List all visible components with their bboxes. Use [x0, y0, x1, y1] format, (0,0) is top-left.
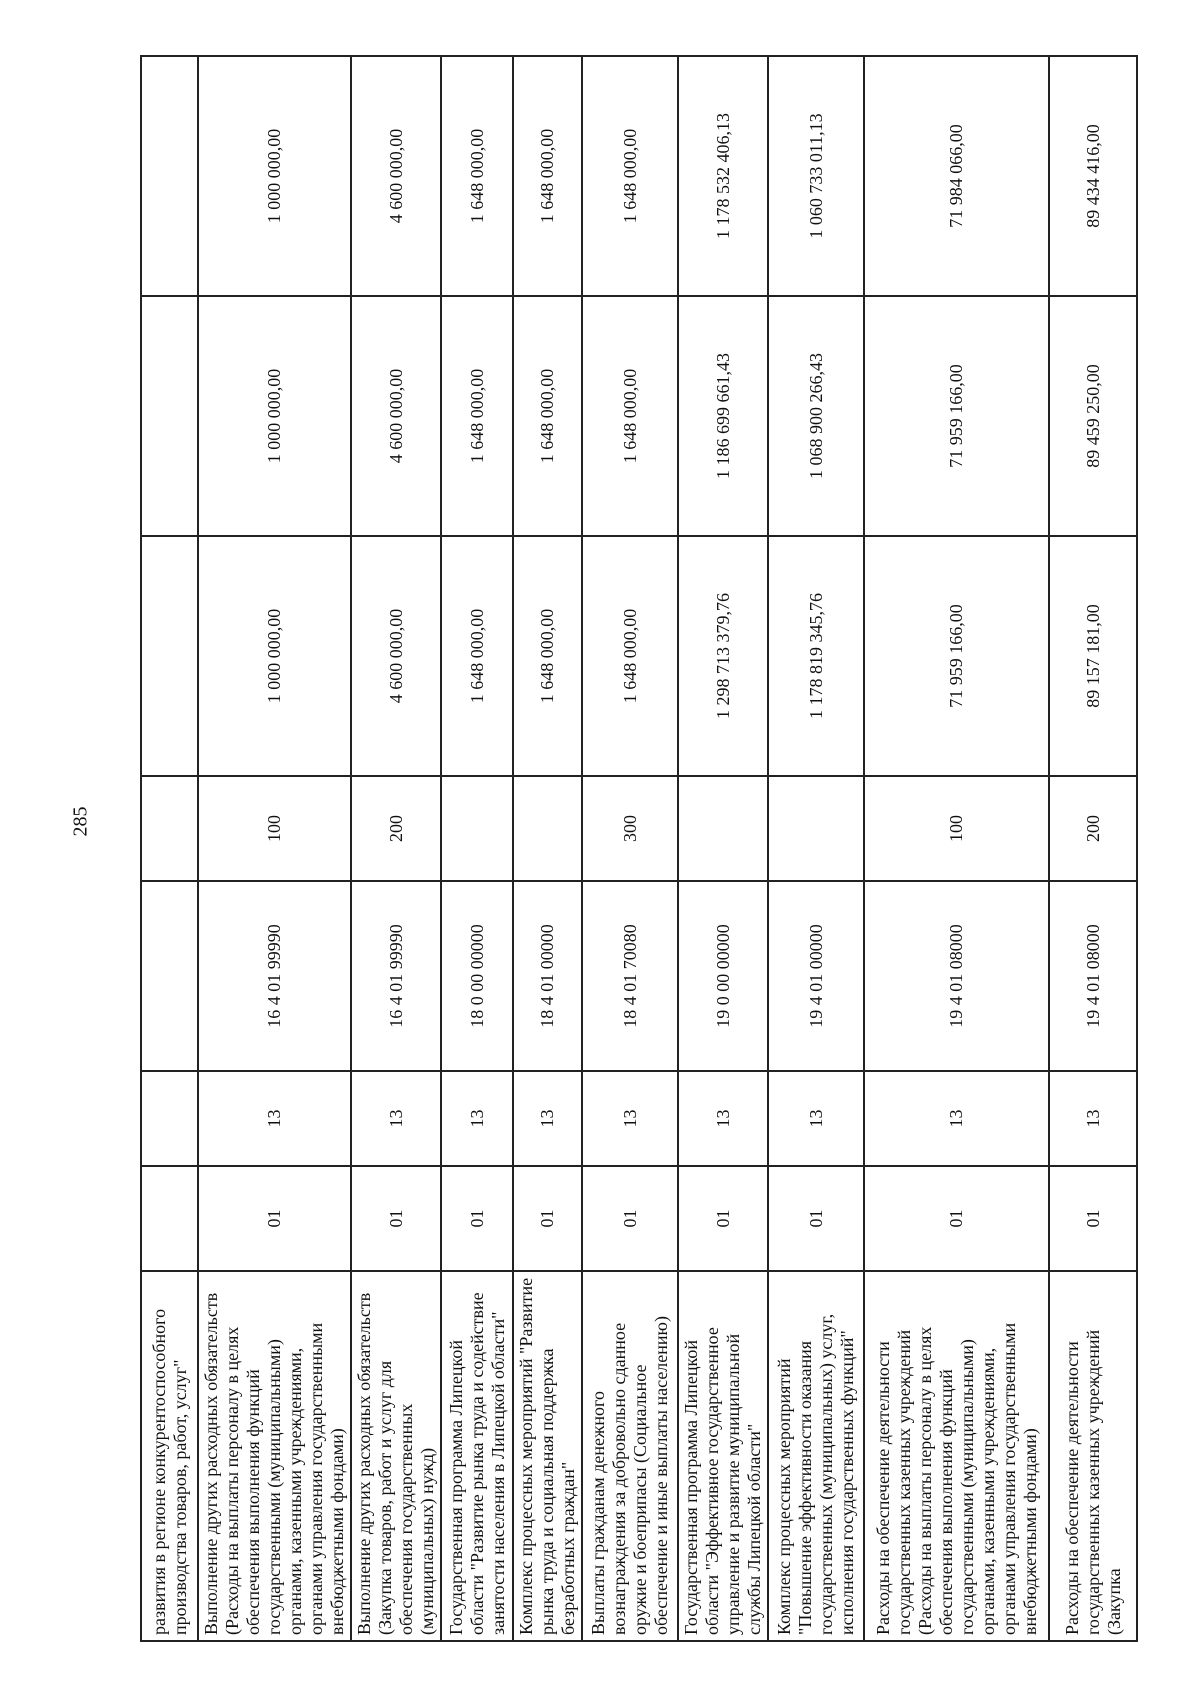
- subsection-code: 13: [351, 1071, 441, 1166]
- section-code: [141, 1166, 198, 1271]
- section-code: 01: [198, 1166, 351, 1271]
- amount-1: 1 648 000,00: [513, 536, 582, 776]
- target-article-code: 19 4 01 00000: [768, 881, 864, 1071]
- expense-type-code: [513, 776, 582, 881]
- subsection-code: 13: [768, 1071, 864, 1166]
- table-row: [441, 56, 513, 1641]
- section-code: 01: [768, 1166, 864, 1271]
- subsection-code: 13: [864, 1071, 1049, 1166]
- target-article-code: 19 4 01 08000: [1049, 881, 1137, 1071]
- section-code: 01: [1049, 1166, 1137, 1271]
- amount-2: 1 000 000,00: [198, 296, 351, 536]
- amount-3: [141, 56, 198, 296]
- target-article-code: 16 4 01 99990: [198, 881, 351, 1071]
- expense-type-code: 200: [351, 776, 441, 881]
- subsection-code: 13: [678, 1071, 768, 1166]
- amount-1: 1 298 713 379,76: [678, 536, 768, 776]
- budget-table: [140, 55, 1138, 1642]
- amount-2: 71 959 166,00: [864, 296, 1049, 536]
- target-article-code: [141, 881, 198, 1071]
- row-name: Выполнение других расходных обязательств (Расходы на выплаты персоналу в целях обеспечения выполнения функций государственными (муниципальными) органами, казенными учреждениями, органами управления государственными внебюджетными фондами): [198, 1271, 351, 1641]
- amount-1: 1 178 819 345,76: [768, 536, 864, 776]
- amount-2: 1 068 900 266,43: [768, 296, 864, 536]
- table-row: [198, 56, 351, 1641]
- section-code: 01: [582, 1166, 678, 1271]
- table-row: [351, 56, 441, 1641]
- target-article-code: 19 4 01 08000: [864, 881, 1049, 1071]
- section-code: 01: [513, 1166, 582, 1271]
- amount-1: 89 157 181,00: [1049, 536, 1137, 776]
- amount-3: 1 648 000,00: [513, 56, 582, 296]
- table-row: [582, 56, 678, 1641]
- amount-2: 1 648 000,00: [582, 296, 678, 536]
- page-number: 285: [69, 806, 92, 837]
- amount-1: 71 959 166,00: [864, 536, 1049, 776]
- subsection-code: [141, 1071, 198, 1166]
- subsection-code: 13: [1049, 1071, 1137, 1166]
- table-row: [141, 56, 198, 1641]
- amount-2: 1 648 000,00: [441, 296, 513, 536]
- expense-type-code: 300: [582, 776, 678, 881]
- table-row: [864, 56, 1049, 1641]
- section-code: 01: [441, 1166, 513, 1271]
- row-name: Комплекс процессных мероприятий "Развитие рынка труда и социальная поддержка безработных граждан": [513, 1271, 582, 1641]
- table-row: [513, 56, 582, 1641]
- amount-1: [141, 536, 198, 776]
- table-row: [768, 56, 864, 1641]
- expense-type-code: 200: [1049, 776, 1137, 881]
- row-name: развития в регионе конкурентоспособного производства товаров, работ, услуг": [141, 1271, 198, 1641]
- target-article-code: 19 0 00 00000: [678, 881, 768, 1071]
- row-name: Выплаты гражданам денежного вознаграждения за добровольно сданное оружие и боеприпасы (Социальное обеспечение и иные выплаты населению): [582, 1271, 678, 1641]
- row-name: Выполнение других расходных обязательств (Закупка товаров, работ и услуг для обеспечения государственных (муниципальных) нужд): [351, 1271, 441, 1641]
- expense-type-code: [678, 776, 768, 881]
- subsection-code: 13: [513, 1071, 582, 1166]
- subsection-code: 13: [198, 1071, 351, 1166]
- amount-2: [141, 296, 198, 536]
- target-article-code: 18 4 01 00000: [513, 881, 582, 1071]
- expense-type-code: 100: [864, 776, 1049, 881]
- amount-3: 1 178 532 406,13: [678, 56, 768, 296]
- expense-type-code: 100: [198, 776, 351, 881]
- amount-3: 1 000 000,00: [198, 56, 351, 296]
- row-name: Расходы на обеспечение деятельности государственных казенных учреждений (Закупка: [1049, 1271, 1137, 1641]
- amount-2: 4 600 000,00: [351, 296, 441, 536]
- amount-1: 1 000 000,00: [198, 536, 351, 776]
- subsection-code: 13: [582, 1071, 678, 1166]
- row-name: Расходы на обеспечение деятельности государственных казенных учреждений (Расходы на выплаты персоналу в целях обеспечения выполнения функций государственными (муниципальными) органами, казенными учреждениями, органами управления государственными внебюджетными фондами): [864, 1271, 1049, 1641]
- amount-3: 1 648 000,00: [441, 56, 513, 296]
- subsection-code: 13: [441, 1071, 513, 1166]
- amount-3: 4 600 000,00: [351, 56, 441, 296]
- target-article-code: 16 4 01 99990: [351, 881, 441, 1071]
- rotated-table-container: [140, 57, 1124, 1642]
- section-code: 01: [678, 1166, 768, 1271]
- section-code: 01: [351, 1166, 441, 1271]
- expense-type-code: [141, 776, 198, 881]
- target-article-code: 18 0 00 00000: [441, 881, 513, 1071]
- amount-1: 4 600 000,00: [351, 536, 441, 776]
- amount-3: 1 648 000,00: [582, 56, 678, 296]
- amount-3: 1 060 733 011,13: [768, 56, 864, 296]
- target-article-code: 18 4 01 70080: [582, 881, 678, 1071]
- expense-type-code: [768, 776, 864, 881]
- section-code: 01: [864, 1166, 1049, 1271]
- amount-1: 1 648 000,00: [582, 536, 678, 776]
- amount-2: 1 186 699 661,43: [678, 296, 768, 536]
- amount-1: 1 648 000,00: [441, 536, 513, 776]
- table-row: [678, 56, 768, 1641]
- row-name: Государственная программа Липецкой области "Эффективное государственное управление и развитие муниципальной службы Липецкой области": [678, 1271, 768, 1641]
- amount-2: 89 459 250,00: [1049, 296, 1137, 536]
- amount-2: 1 648 000,00: [513, 296, 582, 536]
- expense-type-code: [441, 776, 513, 881]
- table-row: [1049, 56, 1137, 1641]
- amount-3: 71 984 066,00: [864, 56, 1049, 296]
- amount-3: 89 434 416,00: [1049, 56, 1137, 296]
- row-name: Государственная программа Липецкой области "Развитие рынка труда и содействие занятости населения в Липецкой области": [441, 1271, 513, 1641]
- row-name: Комплекс процессных мероприятий "Повышение эффективности оказания государственных (муниципальных) услуг, исполнения государственных функций": [768, 1271, 864, 1641]
